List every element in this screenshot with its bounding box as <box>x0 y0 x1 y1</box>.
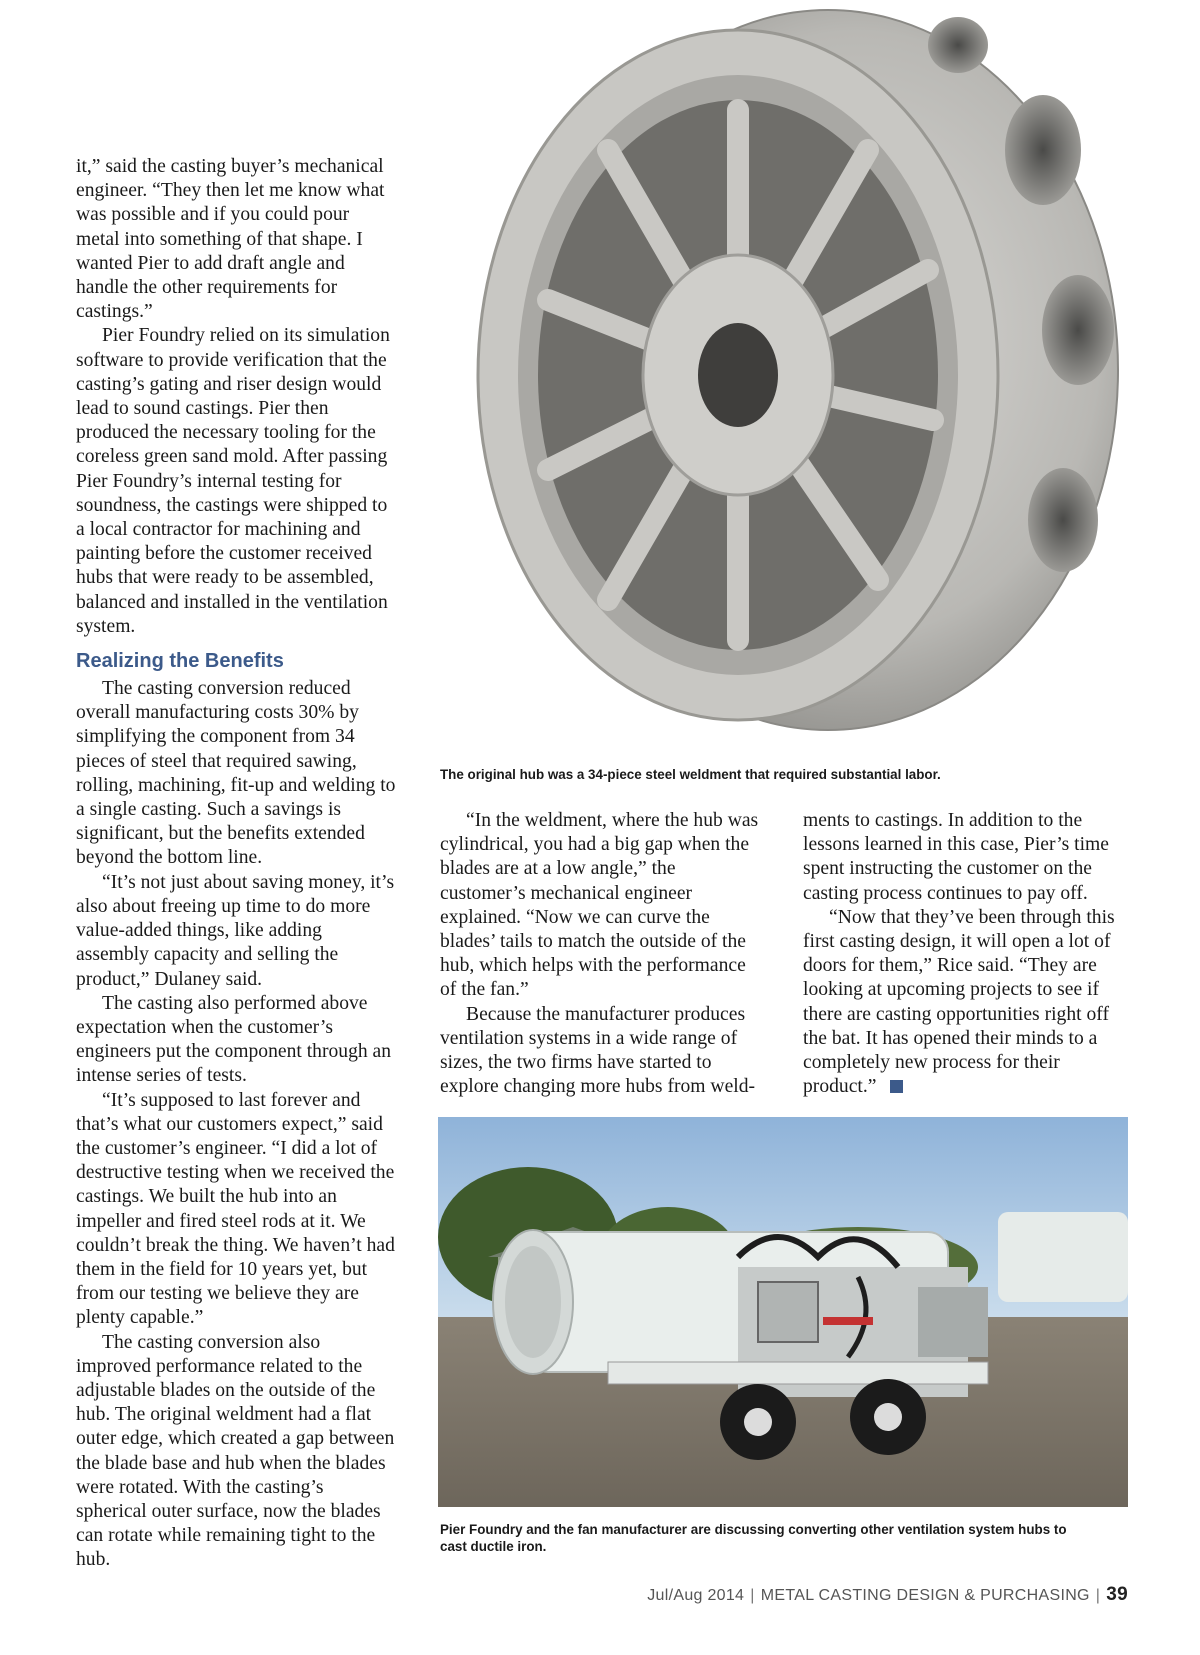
paragraph: The casting also performed above expectation when the customer’s engineers put the component through an intense series of tests. <box>76 992 392 1087</box>
article-column-2 <box>440 809 765 1099</box>
fan-photo-caption: Pier Foundry and the fan manufacturer are discussing converting other ventilation system hubs to cast ductile iron. <box>440 1522 1067 1554</box>
page-footer <box>647 1584 1128 1606</box>
paragraph: “In the weldment, where the hub was cylindrical, you had a big gap when the blades are at a low angle,” the customer’s mechanical engineer explained. “Now we can curve the blades’ tails to match the outside of the hub, which helps with the performance of the fan.” <box>440 810 759 1001</box>
paragraph: “It’s not just about saving money, it’s also about freeing up time to do more value-added things, like adding assembly capacity and selling the product,” Dulaney said. <box>76 871 395 990</box>
closing-text: “Now that they’ve been through this first casting design, it will open a lot of doors for them,” Rice said. “They are looking at upcoming projects to see if there are casting opportunities right off the bat. It has opened their minds to a completely new process for their product.” <box>803 906 1115 1098</box>
paragraph <box>803 906 1133 1100</box>
paragraph: The casting conversion reduced overall manufacturing costs 30% by simplifying the component from 34 pieces of steel that required sawing, rolling, machining, fit-up and welding to a single casting. Such a savings is significant, but the benefits extended beyond the bottom line. <box>76 678 396 869</box>
paragraph: Because the manufacturer produces ventilation systems in a wide range of sizes, the two firms have started to explore changing more hubs from weld- <box>440 1003 756 1098</box>
paragraph: “It’s supposed to last forever and that’s what our customers expect,” said the customer’s engineer. “I did a lot of destructive testing when we received the castings. We built the hub into an impeller and fired steel rods at it. We couldn’t break the thing. We haven’t had them in the field for 10 years yet, but from our testing we believe they are plenty capable.” <box>76 1089 395 1329</box>
issue-date: Jul/Aug 2014 <box>647 1587 745 1604</box>
paragraph: ments to castings. In addition to the lessons learned in this case, Pier’s time spent instructing the customer on the casting process continues to pay off. <box>803 810 1109 904</box>
article-column-1 <box>76 155 396 1573</box>
article-column-3 <box>803 809 1133 1099</box>
ventilation-fan-photo <box>438 1117 1128 1507</box>
paragraph: Pier Foundry relied on its simulation software to provide verification that the casting’s gating and riser design would lead to sound castings. Pier then produced the necessary tooling for the coreless green sand mold. After passing Pier Foundry’s internal testing for soundness, the castings were shipped to a local contractor for machining and painting before the customer received hubs that were ready to be assembled, balanced and installed in the ventilation system. <box>76 325 390 637</box>
separator: | <box>1095 1587 1101 1604</box>
section-heading: Realizing the Benefits <box>76 650 284 673</box>
separator: | <box>750 1587 755 1604</box>
page-number: 39 <box>1106 1584 1128 1605</box>
hub-photo-caption: The original hub was a 34-piece steel weldment that required substantial labor. <box>440 767 941 782</box>
paragraph: it,” said the casting buyer’s mechanical engineer. “They then let me know what was possible and if you could pour metal into something of that shape. I wanted Pier to add draft angle and handle the other requirements for castings.” <box>76 156 385 323</box>
paragraph: The casting conversion also improved performance related to the adjustable blades on the outside of the hub. The original weldment had a flat outer edge, which created a gap between the blade base and hub when the blades were rotated. With the casting’s spherical outer surface, now the blades can rotate while remaining tight to the hub. <box>76 1331 395 1571</box>
publication-name: METAL CASTING DESIGN & PURCHASING <box>760 1587 1090 1604</box>
end-of-article-mark <box>890 1080 903 1093</box>
hub-casting-photo <box>438 0 1128 750</box>
